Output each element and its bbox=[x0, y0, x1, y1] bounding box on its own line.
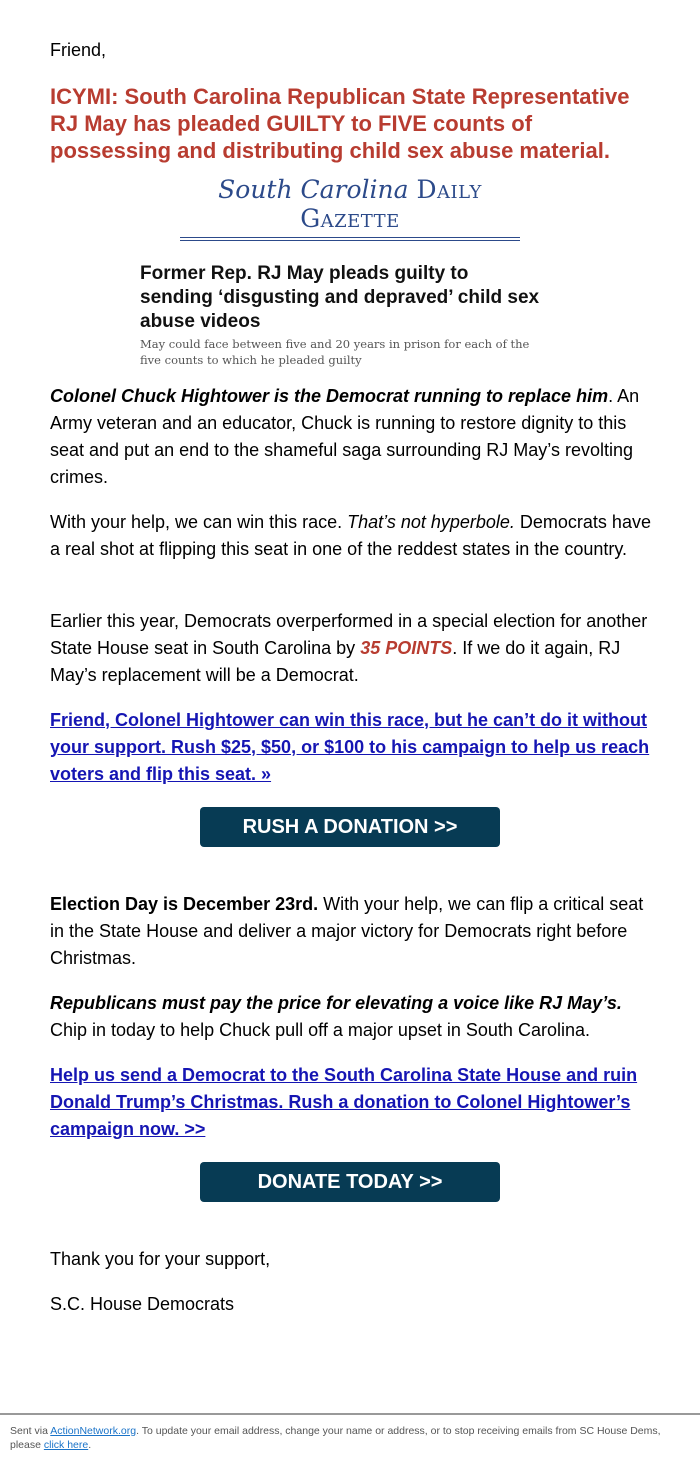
candidate-lead: Colonel Chuck Hightower is the Democrat running to replace him bbox=[50, 386, 609, 406]
footer-text-b: . To update your email address, change your name or address, or to stop receiving emails from SC House Dems, please bbox=[10, 1425, 661, 1451]
actionnetwork-link[interactable]: ActionNetwork.org bbox=[50, 1425, 137, 1437]
footer-text-a: Sent via bbox=[10, 1425, 51, 1437]
donate-today-button[interactable]: DONATE TODAY >> bbox=[200, 1162, 500, 1202]
win-text-a: With your help, we can win this race. bbox=[50, 512, 348, 532]
win-emphasis: That’s not hyperbole. bbox=[347, 512, 515, 532]
rush-donation-button[interactable]: RUSH A DONATION >> bbox=[200, 807, 500, 847]
republicans-bold: Republicans must pay the price for elevating a voice like RJ May’s. bbox=[50, 993, 622, 1013]
paragraph-republicans bbox=[50, 990, 655, 1044]
greeting: Friend, bbox=[50, 40, 107, 60]
paragraph-win bbox=[50, 509, 655, 563]
masthead-part-b: Daily Gazette bbox=[300, 175, 482, 233]
overperform-text-b: . If we do it again, RJ May’s replacement will be a Democrat. bbox=[50, 638, 621, 685]
masthead-part-a: South Carolina bbox=[218, 175, 409, 204]
unsubscribe-link[interactable]: click here bbox=[43, 1439, 89, 1451]
overperform-text-a: Earlier this year, Democrats overperformed in a special election for another State House seat in South Carolina by bbox=[50, 611, 648, 658]
masthead-logo bbox=[180, 175, 520, 238]
paragraph-overperform bbox=[50, 608, 655, 689]
points-highlight: 35 POINTS bbox=[360, 638, 453, 658]
news-clipping-image bbox=[140, 175, 560, 368]
paragraph-candidate bbox=[50, 383, 655, 491]
paragraph-election-day bbox=[50, 891, 655, 972]
footer-text-c: . bbox=[88, 1439, 92, 1451]
signoff: Thank you for your support, bbox=[50, 1249, 271, 1269]
republicans-rest: Chip in today to help Chuck pull off a major upset in South Carolina. bbox=[50, 1020, 590, 1040]
election-day-rest: With your help, we can flip a critical seat in the State House and deliver a major victory for Democrats right before Christmas. bbox=[50, 894, 644, 968]
headline: ICYMI: South Carolina Republican State Representative RJ May has pleaded GUILTY to FIVE counts of possessing and distributing child sex abuse material. bbox=[50, 84, 630, 163]
donate-link-2[interactable]: Help us send a Democrat to the South Carolina State House and ruin Donald Trump’s Christmas. Rush a donation to Colonel Hightower’s campaign now. >> bbox=[50, 1065, 638, 1139]
signature: S.C. House Democrats bbox=[50, 1294, 235, 1314]
clipping-subhead: May could face between five and 20 years in prison for each of the five counts to which he pleaded guilty bbox=[140, 337, 530, 367]
election-day-bold: Election Day is December 23rd. bbox=[50, 894, 319, 914]
clipping-headline: Former Rep. RJ May pleads guilty to sending ‘disgusting and depraved’ child sex abuse videos bbox=[140, 263, 540, 332]
candidate-rest: . An Army veteran and an educator, Chuck is running to restore dignity to this seat and put an end to the shameful saga surrounding RJ May’s revolting crimes. bbox=[50, 386, 640, 487]
donate-link-1[interactable]: Friend, Colonel Hightower can win this race, but he can’t do it without your support. Rush $25, $50, or $100 to his campaign to help us reach voters and flip this seat. » bbox=[50, 710, 650, 784]
footer bbox=[0, 1413, 700, 1452]
win-text-b: Democrats have a real shot at flipping this seat in one of the reddest states in the country. bbox=[50, 512, 651, 559]
